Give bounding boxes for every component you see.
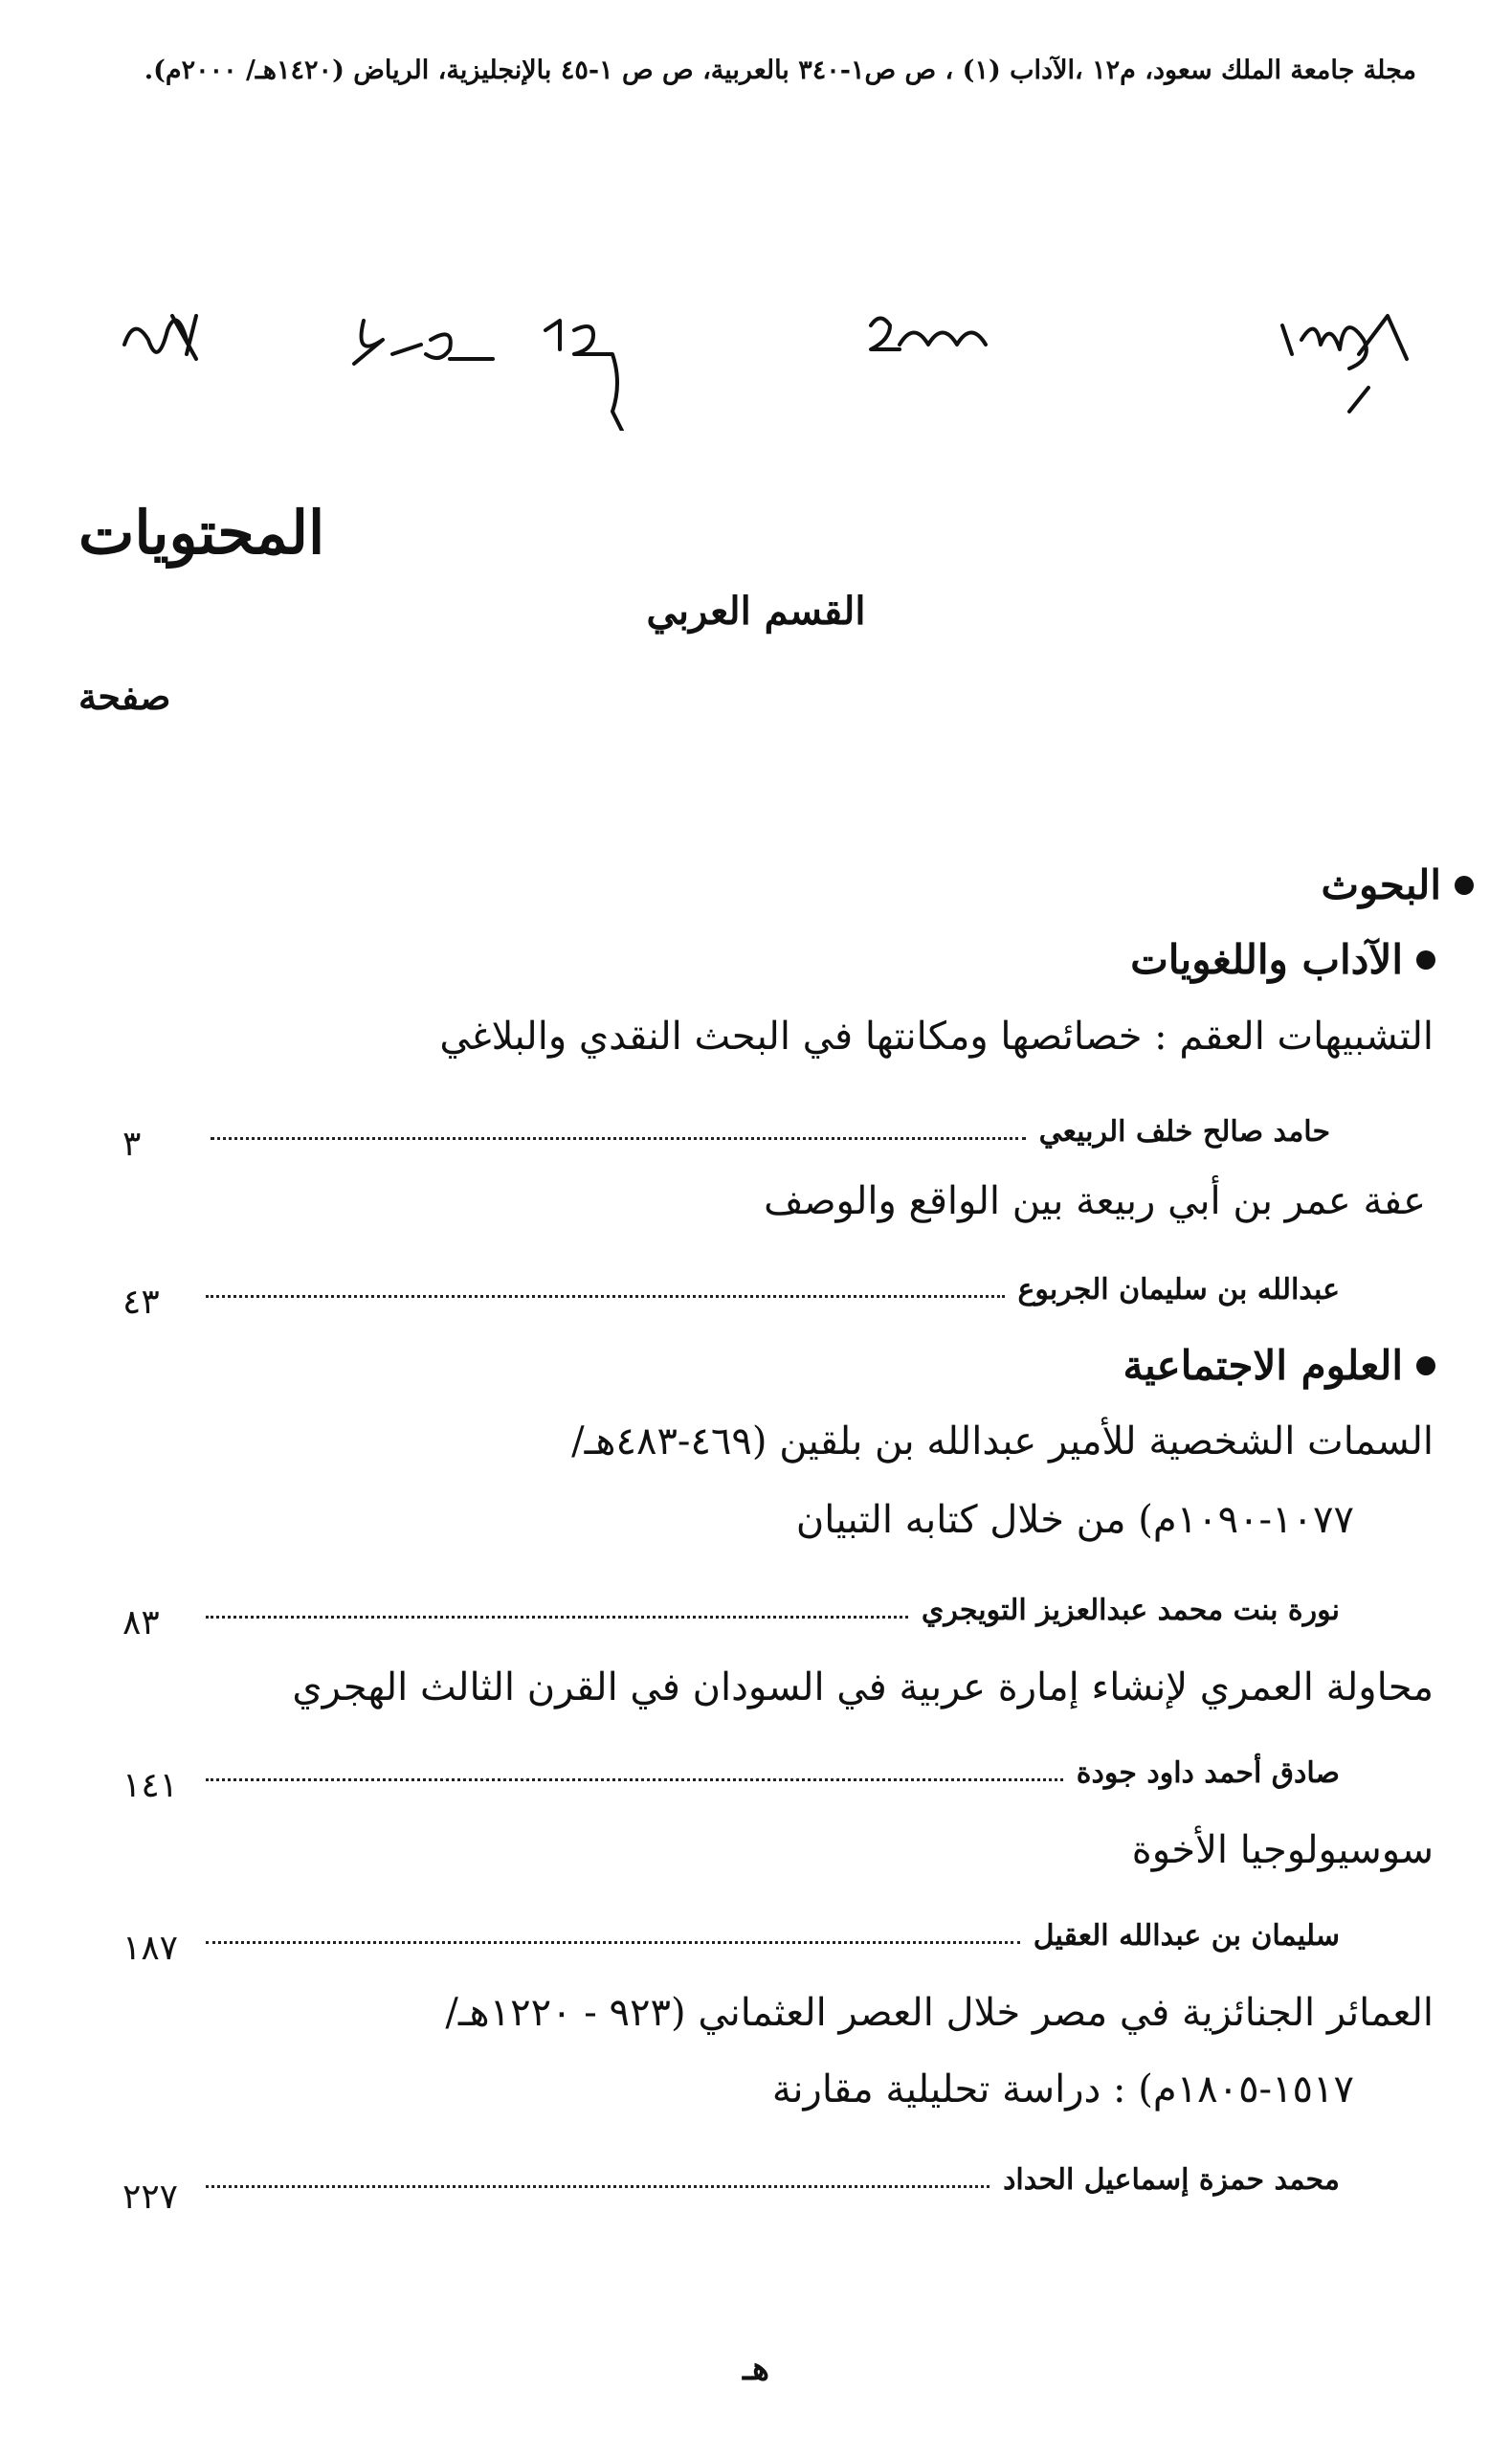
- toc-page-number: ١٨٧: [122, 1929, 179, 1968]
- toc-page-number: ٨٣: [122, 1603, 160, 1642]
- toc-page-number: ١٤١: [122, 1766, 179, 1805]
- toc-author: محمد حمزة إسماعيل الحداد: [1003, 2163, 1340, 2197]
- toc-author-row: [211, 1115, 1330, 1149]
- toc-author-row: [206, 2163, 1340, 2197]
- leader-dots: [211, 1137, 1026, 1140]
- page-column-label: صفحة: [78, 675, 171, 718]
- toc-author: صادق أحمد داود جودة: [1076, 1756, 1340, 1790]
- handwritten-catalog-note-icon: [105, 287, 1445, 431]
- toc-article-title-line-2: ١٥١٧-١٨٠٥م) : دراسة تحليلية مقارنة: [771, 2067, 1354, 2111]
- leader-dots: [206, 1295, 1005, 1298]
- toc-article-title: سوسيولوجيا الأخوة: [1131, 1828, 1434, 1872]
- toc-page-number: ٢٢٧: [122, 2178, 179, 2217]
- contents-title: المحتويات: [78, 498, 325, 568]
- journal-citation: مجلة جامعة الملك سعود، م١٢ ،الآداب (١) ، ص ص١-٣٤٠ بالعربية، ص ص ١-٤٥ بالإنجليزية، الرياض (١٤٢٠هـ/ ٢٠٠٠م).: [144, 56, 1416, 85]
- bullet-icon: [1416, 1356, 1435, 1375]
- toc-article-title-line-2: ١٠٧٧-١٠٩٠م) من خلال كتابه التبيان: [795, 1498, 1354, 1542]
- page-footer-mark: هـ: [743, 2350, 769, 2388]
- toc-page-number: ٣: [122, 1125, 142, 1164]
- heading-research: [1322, 861, 1475, 908]
- toc-article-title-line-1: السمات الشخصية للأمير عبدالله بن بلقين (٤٦٩-٤٨٣هـ/: [571, 1419, 1434, 1463]
- toc-article-title-line-1: العمائر الجنائزية في مصر خلال العصر العثماني (٩٢٣ - ١٢٢٠هـ/: [445, 1991, 1434, 2035]
- toc-author-row: [206, 1756, 1340, 1790]
- leader-dots: [206, 1778, 1063, 1781]
- toc-author-row: [206, 1273, 1340, 1307]
- heading-text: العلوم الاجتماعية: [1123, 1342, 1403, 1389]
- bullet-icon: [1416, 950, 1435, 970]
- heading-social-sciences: [1123, 1342, 1435, 1389]
- toc-article-title: عفة عمر بن أبي ربيعة بين الواقع والوصف: [764, 1179, 1426, 1223]
- toc-author: حامد صالح خلف الربيعي: [1038, 1115, 1330, 1149]
- section-title: القسم العربي: [646, 589, 866, 634]
- toc-page-number: ٤٣: [122, 1283, 160, 1322]
- toc-author: عبدالله بن سليمان الجربوع: [1017, 1273, 1340, 1307]
- heading-literature: [1130, 936, 1435, 983]
- leader-dots: [206, 2185, 989, 2188]
- bullet-icon: [1455, 876, 1474, 895]
- heading-text: البحوث: [1321, 861, 1441, 908]
- heading-text: الآداب واللغويات: [1130, 936, 1403, 983]
- toc-author: نورة بنت محمد عبدالعزيز التويجري: [921, 1594, 1340, 1627]
- leader-dots: [206, 1941, 1020, 1944]
- toc-author: سليمان بن عبدالله العقيل: [1033, 1919, 1340, 1953]
- toc-author-row: [206, 1919, 1340, 1953]
- handwritten-catalog-note: [105, 287, 1445, 431]
- leader-dots: [206, 1616, 908, 1619]
- toc-article-title: التشبيهات العقم : خصائصها ومكانتها في البحث النقدي والبلاغي: [439, 1015, 1434, 1059]
- toc-author-row: [206, 1594, 1340, 1627]
- toc-article-title: محاولة العمري لإنشاء إمارة عربية في السودان في القرن الثالث الهجري: [292, 1665, 1434, 1709]
